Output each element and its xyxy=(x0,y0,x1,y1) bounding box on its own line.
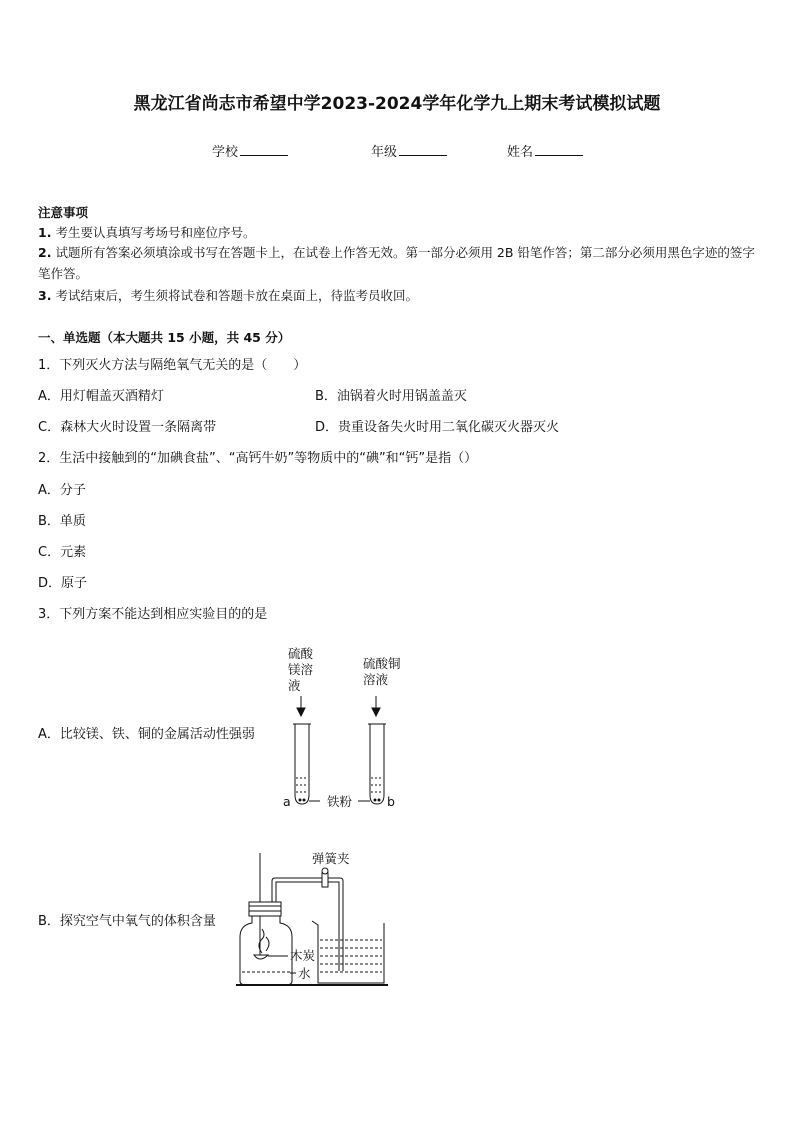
notice-item xyxy=(38,223,255,241)
name-field[interactable] xyxy=(507,141,583,160)
figure-test-tubes xyxy=(276,640,416,815)
label-charcoal: 木炭 xyxy=(290,948,316,963)
clamp-knob-icon xyxy=(322,868,328,874)
label-clamp: 弹簧夹 xyxy=(312,851,350,866)
iron-powder-a xyxy=(299,799,301,801)
flame-curl xyxy=(266,937,269,951)
tube-label-a: a xyxy=(283,794,291,809)
option-c[interactable]: C．元素 xyxy=(38,545,87,560)
label-iron-powder: 铁粉 xyxy=(327,794,353,809)
label-water: 水 xyxy=(298,966,311,981)
spring-clamp xyxy=(322,873,328,887)
section-heading: 一、单选题（本大题共 15 小题，共 45 分） xyxy=(38,330,291,345)
combustion-spoon xyxy=(254,955,268,959)
iron-powder-b xyxy=(374,799,376,801)
option-b[interactable]: B．探究空气中氧气的体积含量 xyxy=(38,914,216,929)
notice-item xyxy=(38,242,760,284)
option-d[interactable]: D．贵重设备失火时用二氧化碳灭火器灭火 xyxy=(315,420,560,435)
question-stem: 3．下列方案不能达到相应实验目的的是 xyxy=(38,607,268,622)
label-mgso4-3: 液 xyxy=(288,678,301,693)
option-b[interactable]: B．单质 xyxy=(38,514,86,529)
option-a[interactable]: A．比较镁、铁、铜的金属活动性强弱 xyxy=(38,727,255,742)
notice-num: 1. xyxy=(38,225,52,240)
iron-powder-a xyxy=(303,799,305,801)
notice-heading: 注意事项 xyxy=(38,205,89,220)
label-mgso4-2: 镁溶 xyxy=(288,662,314,677)
arrowhead-left-icon xyxy=(297,708,305,716)
arrowhead-right-icon xyxy=(372,708,380,716)
notice-text: 试题所有答案必须填涂或书写在答题卡上，在试卷上作答无效。第一部分必须用 2B 铅笔作答；第二部分必须用黑色字迹的签字笔作答。 xyxy=(38,245,755,281)
label-cuso4-2: 溶液 xyxy=(363,672,389,687)
iron-powder-b xyxy=(378,799,380,801)
notice-item xyxy=(38,286,418,304)
grade-field[interactable] xyxy=(371,141,447,160)
question-stem: 1．下列灭火方法与隔绝氧气无关的是（ ） xyxy=(38,358,307,373)
question-stem: 2．生活中接触到的“加碘食盐”、“高钙牛奶”等物质中的“碘”和“钙”是指（） xyxy=(38,451,478,466)
label-mgso4-1: 硫酸 xyxy=(288,646,314,661)
figure-oxygen-apparatus xyxy=(232,845,392,990)
notice-num: 3. xyxy=(38,288,52,303)
school-label: 学校 xyxy=(212,145,239,160)
tube-label-b: b xyxy=(387,794,395,809)
name-label: 姓名 xyxy=(507,145,534,160)
stopper xyxy=(249,902,281,916)
grade-label: 年级 xyxy=(371,145,398,160)
option-a[interactable]: A．用灯帽盖灭酒精灯 xyxy=(38,389,164,404)
option-a[interactable]: A．分子 xyxy=(38,483,86,498)
option-d[interactable]: D．原子 xyxy=(38,576,88,591)
page-title: 黑龙江省尚志市希望中学2023-2024学年化学九上期末考试模拟试题 xyxy=(133,94,661,114)
beaker xyxy=(312,921,384,983)
option-c[interactable]: C．森林大火时设置一条隔离带 xyxy=(38,420,217,435)
option-b[interactable]: B．油锅着火时用锅盖盖灭 xyxy=(315,389,467,404)
notice-text: 考试结束后，考生须将试卷和答题卡放在桌面上，待监考员收回。 xyxy=(55,288,418,303)
school-field[interactable] xyxy=(212,141,288,160)
label-cuso4-1: 硫酸铜 xyxy=(363,656,401,671)
notice-num: 2. xyxy=(38,245,52,260)
notice-text: 考生要认真填写考场号和座位序号。 xyxy=(55,225,256,240)
